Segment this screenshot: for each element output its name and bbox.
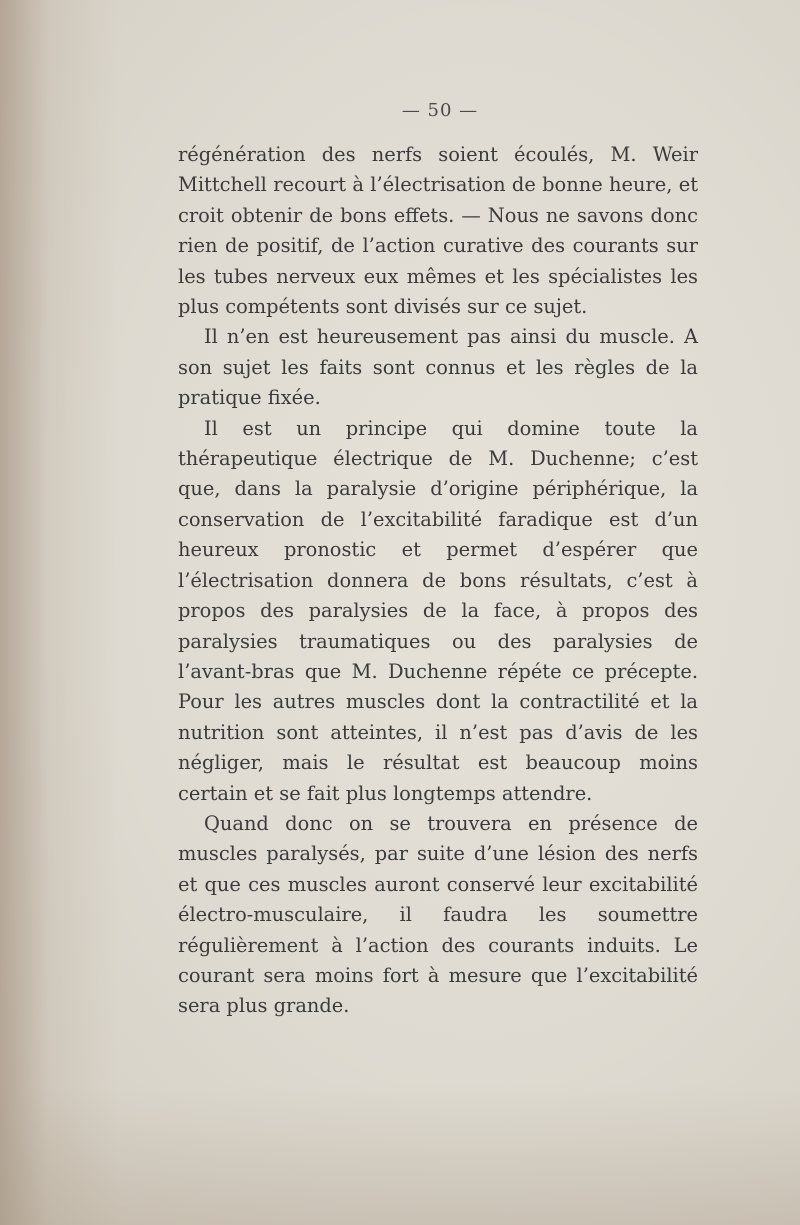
page-bottom-shadow	[0, 1085, 800, 1225]
body-text	[178, 140, 698, 1022]
paragraph-2: Il n’en est heureusement pas ainsi du muscle. A son sujet les faits sont connus et les règles de la pratique fixée.	[178, 325, 698, 410]
page-edge-shadow	[0, 0, 120, 1225]
page-number: — 50 —	[401, 100, 479, 121]
paragraph-1: régénération des nerfs soient écoulés, M. Weir Mittchell recourt à l’électrisation de bonne heure, et croit obtenir de bons effets. — Nous ne savons donc rien de positif, de l’action curative des courants sur les tubes nerveux eux mêmes et les spécialistes les plus compétents sont divisés sur ce sujet.	[178, 143, 698, 319]
paragraph-3: Il est un principe qui domine toute la thérapeutique électrique de M. Duchenne; c’est que, dans la paralysie d’origine périphérique, la conservation de l’excitabilité faradique est d’un heureux pronostic et permet d’espérer que l’électrisation donnera de bons résultats, c’est à propos des paralysies de la face, à propos des paralysies traumatiques ou des paralysies de l’avant-bras que M. Duchenne répéte ce précepte. Pour les autres muscles dont la contractilité et la nutrition sont atteintes, il n’est pas d’avis de les négliger, mais le résultat est beaucoup moins certain et se fait plus longtemps attendre.	[178, 416, 698, 805]
paragraph-4: Quand donc on se trouvera en présence de muscles paralysés, par suite d’une lésion des nerfs et que ces muscles auront conservé leur excitabilité électro-musculaire, il faudra les soumettre régulièrement à l’action des courants induits. Le courant sera moins fort à mesure que l’excitabilité sera plus grande.	[178, 811, 698, 1018]
